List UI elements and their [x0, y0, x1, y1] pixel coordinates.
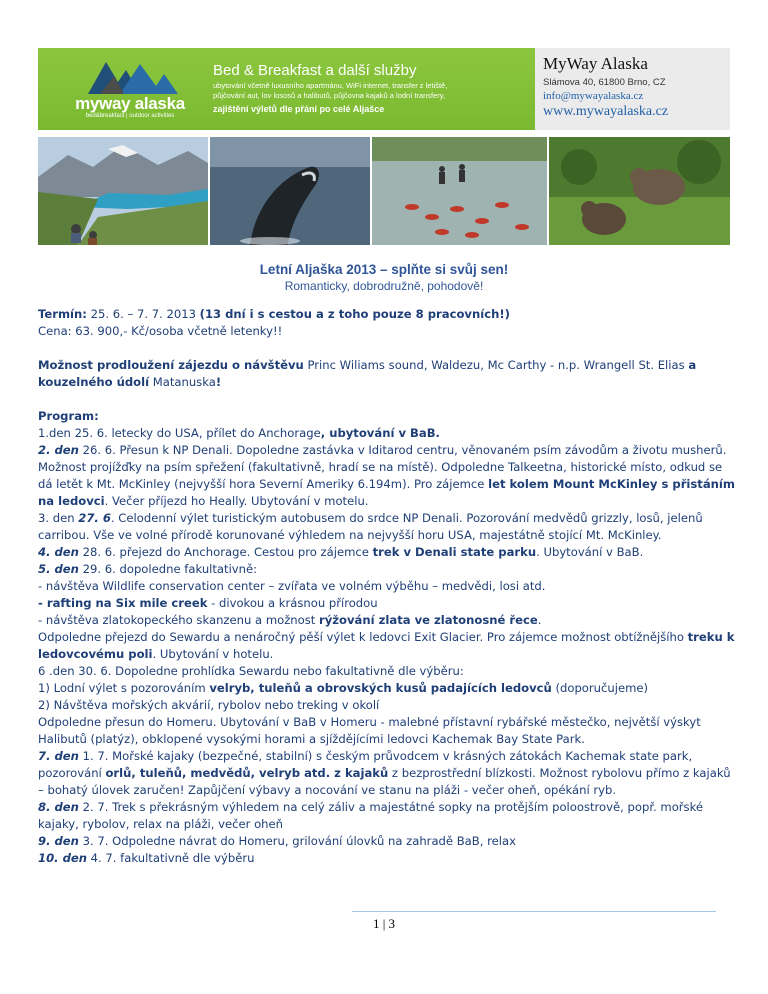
- day-6: 6 .den 30. 6. Dopoledne prohlídka Sewardu nebo fakultativně dle výběru:: [38, 664, 464, 678]
- photo-whale: [210, 137, 370, 245]
- day-6-afternoon: Odpoledne přesun do Homeru. Ubytování v BaB v Homeru - malebné přístavní rybářské městečko, největší výskyt Halibutů (platýz), obklopené vysokými horami a sjíždějícími ledovci Kachemak Bay State Park.: [38, 715, 701, 746]
- price-line: Cena: 63. 900,- Kč/osoba včetně letenky!!: [38, 324, 283, 338]
- day-3: 3. den 27. 6. Celodenní výlet turistickým autobusem do srdce NP Denali. Pozorování medvědů grizzly, losů, jelenů carribou. Vše ve volné přírodě korunované výhledem na nejvyšší horu USA, majestátně stojící Mt. McKinley.: [38, 511, 703, 542]
- company-website-link[interactable]: www.mywayalaska.cz: [543, 104, 669, 119]
- day-7: 7. den 1. 7. Mořské kajaky (bezpečné, stabilní) s českým průvodcem v krásných zátokách Kachemak state park, pozorování orlů, tuleňů, medvědů, velryb atd. z kajaků z bezprostřední blízkosti. Možnost rybolovu přímo z kajaků – bohatý úlovek zaručen! Zapůjčení výbavy a nocování ve stanu na pláži - večer oheň, opékání ryb.: [38, 749, 731, 797]
- day-2: 2. den 26. 6. Přesun k NP Denali. Dopoledne zastávka v Iditarod centru, věnovaném psím závodům a životu musherů. Možnost projížďky na psím spřežení (fakultativně, hradí se na místě). Odpoledne Talkeetna, historické místo, odkud se dá letět k Mt. McKinley (nejvyšší hora Severní Ameriky 6.194m). Pro zájemce let kolem Mount McKinley s přistáním na ledovci. Večer příjezd ho Heally. Ubytování v motelu.: [38, 443, 735, 508]
- banner-services-line-2: půjčování aut, lov lososů a halibutů, půjčovna kajaků a lodní transfery,: [213, 91, 446, 100]
- company-address: Slámova 40, 61800 Brno, CZ: [543, 77, 666, 88]
- mountain-logo-icon: [60, 56, 200, 96]
- day-5: 5. den 29. 6. dopoledne fakultativně:: [38, 562, 258, 576]
- page-number: 1 | 3: [372, 916, 396, 931]
- company-name: MyWay Alaska: [543, 54, 648, 73]
- day-6-option-2: 2) Návštěva mořských akvárií, rybolov nebo treking v okolí: [38, 698, 380, 712]
- logo-tagline: bed&breakfast | outdoor activities: [85, 113, 175, 119]
- day-4: 4. den 28. 6. přejezd do Anchorage. Cestou pro zájemce trek v Denali state parku. Ubytování v BaB.: [38, 545, 644, 559]
- banner-contact-panel: [535, 48, 730, 130]
- program-label: Program:: [38, 409, 99, 423]
- logo-wordmark: myway alaska: [75, 94, 185, 113]
- day-5-afternoon: Odpoledne přejezd do Sewardu a nenáročný pěší výlet k ledovci Exit Glacier. Pro zájemce možnost obtížnějšího treku k ledovcovému poli. Ubytování v hotelu.: [38, 630, 735, 661]
- photo-grizzly-bears: [549, 137, 730, 245]
- page-subheading: Romanticky, dobrodružně, pohodově!: [284, 279, 484, 293]
- day-10: 10. den 4. 7. fakultativně dle výběru: [38, 851, 255, 865]
- day-5-option-2: - rafting na Six mile creek - divokou a krásnou přírodou: [38, 596, 378, 610]
- banner-trips-line: zajištění výletů dle přání po celé Aljašce: [213, 104, 385, 114]
- day-5-option-1: - návštěva Wildlife conservation center – zvířata ve volném výběhu – medvědi, losi atd.: [38, 579, 546, 593]
- extension-paragraph: Možnost prodloužení zájezdu o návštěvu Princ Wiliams sound, Waldezu, Mc Carthy - n.p. Wrangell St. Elias a kouzelného údolí Matanuska!: [38, 358, 697, 389]
- photo-lake-hikers: [38, 137, 208, 245]
- photo-strip: [38, 137, 730, 245]
- banner-green-panel: [38, 48, 535, 130]
- day-8: 8. den 2. 7. Trek s překrásným výhledem na celý záliv a majestátné sopky na protějším poloostrově, popř. mořské kajaky, rybolov, relax na pláži, večer oheň: [38, 800, 704, 831]
- day-6-option-1: 1) Lodní výlet s pozorováním velryb, tuleňů a obrovských kusů padajících ledovců (doporučujeme): [38, 681, 649, 695]
- day-5-option-3: - návštěva zlatokopeckého skanzenu a možnost rýžování zlata ve zlatonosné řece.: [38, 613, 542, 627]
- document-body: [38, 306, 738, 867]
- myway-alaska-logo: [60, 56, 200, 124]
- photo-salmon-river: [372, 137, 547, 245]
- company-email-link[interactable]: info@mywayalaska.cz: [543, 90, 644, 102]
- day-1: 1.den 25. 6. letecky do USA, přílet do Anchorage, ubytování v BaB.: [38, 426, 440, 440]
- term-line: Termín: 25. 6. – 7. 7. 2013 (13 dní i s cestou a z toho pouze 8 pracovních!): [38, 307, 510, 321]
- header-banner: [38, 48, 730, 130]
- banner-title: Bed & Breakfast a další služby: [213, 62, 417, 79]
- footer-divider: [352, 911, 716, 912]
- banner-services-line-1: ubytování včetně luxusního apartmánu, WiFi internet, transfer z letiště,: [213, 81, 448, 90]
- page-heading: Letní Aljaška 2013 – splňte si svůj sen!: [259, 262, 509, 277]
- day-9: 9. den 3. 7. Odpoledne návrat do Homeru, grilování úlovků na zahradě BaB, relax: [38, 834, 516, 848]
